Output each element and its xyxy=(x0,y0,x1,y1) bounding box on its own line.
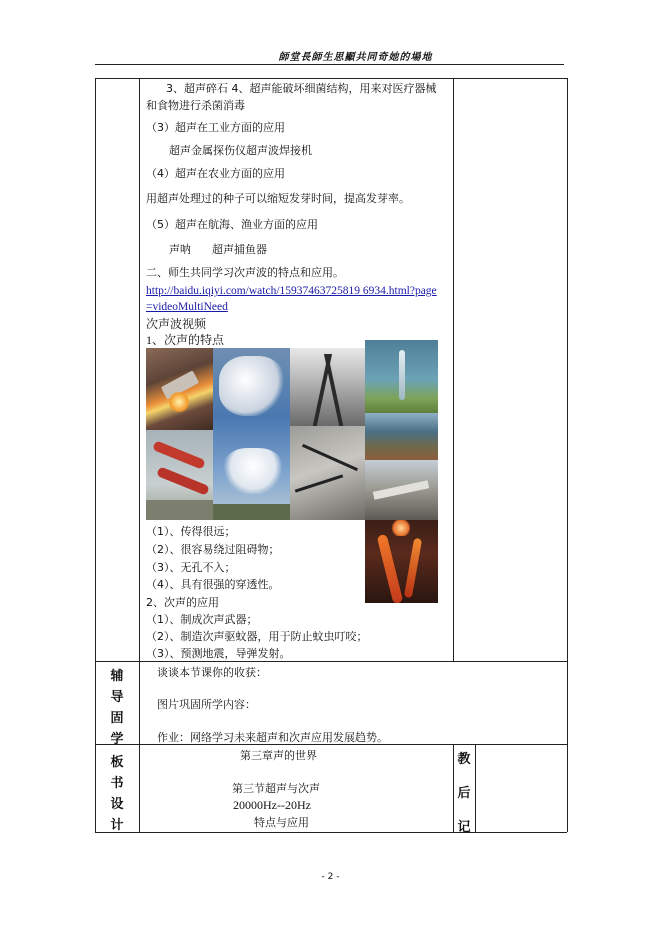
application-item-1: （1）、制成次声武器； xyxy=(146,613,258,626)
content-line-10: 次声波视频 xyxy=(146,317,207,331)
page-header-title: 師堂長師生思顯共同奇她的場地 xyxy=(278,52,433,63)
notes-column-divider xyxy=(453,78,454,661)
railway-tracks-image xyxy=(290,348,365,426)
application-item-3: （3）、预测地震，导弹发射。 xyxy=(146,647,291,660)
banshu-label-char-1: 板 xyxy=(110,755,124,770)
content-line-1: 3、超声碎石 4、超声能破坏细菌结构，用来对医疗器械 xyxy=(166,82,437,95)
content-line-8: 声呐 超声捕鱼器 xyxy=(169,243,267,256)
content-line-12: 2、次声的应用 xyxy=(146,596,219,609)
banshu-line-1: 第三章声的世界 xyxy=(240,749,317,762)
earthquake-crack-image xyxy=(290,426,365,520)
feature-item-4: （4）、具有很强的穿透性。 xyxy=(146,578,280,591)
banshu-line-3: 20000Hz--20Hz xyxy=(233,798,311,812)
table-top-border xyxy=(95,78,567,79)
jiaohou-label-char-3: 记 xyxy=(457,820,471,835)
fudao-label xyxy=(95,666,139,750)
application-item-2: （2）、制造次声驱蚊器，用于防止蚊虫叮咬； xyxy=(146,630,368,643)
feature-item-2: （2）、很容易绕过阻碍物； xyxy=(146,543,280,556)
video-link-part-2[interactable]: =videoMultiNeed xyxy=(146,301,228,313)
header-rule xyxy=(95,64,564,65)
fudao-line-3: 作业：网络学习未来超声和次声应用发展趋势。 xyxy=(157,731,388,744)
missile-flight-image xyxy=(146,430,213,520)
content-line-9: 二、师生共同学习次声波的特点和应用。 xyxy=(146,266,344,279)
jiaohou-label-char-2: 后 xyxy=(457,786,471,801)
collapsed-building-image xyxy=(365,460,438,520)
jiaohou-column-divider xyxy=(475,744,476,832)
content-line-6: 用超声处理过的种子可以缩短发芽时间，提高发芽率。 xyxy=(146,192,410,205)
content-line-5: （4）超声在农业方面的应用 xyxy=(146,167,285,180)
banshu-label-char-2: 书 xyxy=(110,776,124,791)
feature-item-3: （3）、无孔不入； xyxy=(146,561,236,574)
banshu-label-char-3: 设 xyxy=(110,797,124,812)
tornado-image xyxy=(365,340,438,413)
banshu-label-char-4: 计 xyxy=(110,818,124,833)
volcano-lava-image xyxy=(365,520,438,603)
content-line-7: （5）超声在航海、渔业方面的应用 xyxy=(146,218,318,231)
banshu-label xyxy=(95,752,139,836)
jiaohou-label-char-1: 教 xyxy=(457,752,471,767)
fudao-line-1: 谈谈本节课你的收获： xyxy=(157,666,267,679)
content-line-3: （3）超声在工业方面的应用 xyxy=(146,121,285,134)
page-number: - 2 - xyxy=(321,872,340,882)
content-line-2: 和食物进行杀菌消毒 xyxy=(146,99,245,112)
table-bottom-border xyxy=(95,832,567,833)
fudao-label-char-1: 辅 xyxy=(110,669,124,684)
content-line-4: 超声金属探伤仪超声波焊接机 xyxy=(169,144,312,157)
jiaohou-label xyxy=(453,748,475,835)
content-line-11: 1、次声的特点 xyxy=(146,333,225,347)
banshu-line-2: 第三节超声与次声 xyxy=(232,782,320,795)
label-column-divider xyxy=(139,78,140,832)
table-right-border xyxy=(567,78,568,832)
banshu-line-4: 特点与应用 xyxy=(254,816,309,829)
video-link-part-1[interactable]: http://baidu.iqiyi.com/watch/15937463725819 6934.html?page xyxy=(146,285,437,297)
fudao-label-char-2: 导 xyxy=(110,690,124,705)
row-divider-1 xyxy=(95,661,567,662)
fudao-label-char-3: 固 xyxy=(110,711,124,726)
fudao-label-char-4: 学 xyxy=(110,732,124,747)
feature-item-1: （1）、传得很远； xyxy=(146,525,236,538)
missile-launch-image xyxy=(146,348,213,430)
fudao-line-2: 图片巩固所学内容： xyxy=(157,698,256,711)
clouds-image xyxy=(213,348,290,520)
coastline-image xyxy=(365,413,438,460)
